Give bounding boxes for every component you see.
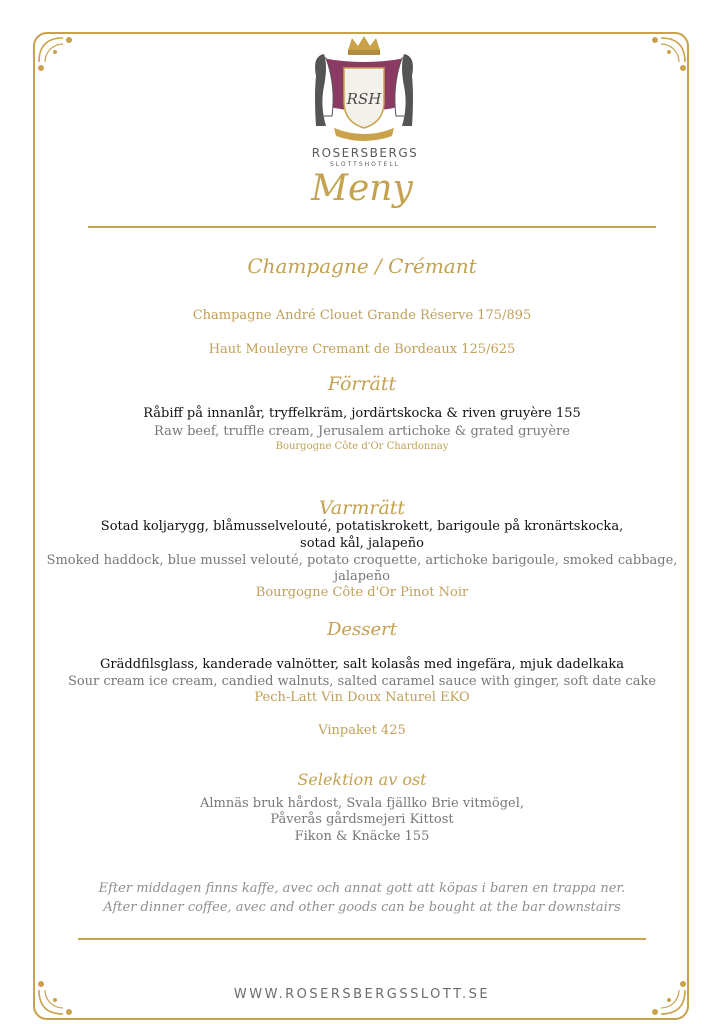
divider <box>88 226 656 228</box>
website-link[interactable]: WWW.ROSERSBERGSSLOTT.SE <box>233 987 491 1002</box>
section-heading-dessert: Dessert <box>326 619 398 640</box>
dish-varmratt-sv-line2: sotad kål, jalapeño <box>300 536 424 551</box>
dish-forratt-en: Raw beef, truffle cream, Jerusalem artichoke & grated gruyère <box>154 424 570 439</box>
cheese-line-1: Almnäs bruk hårdost, Svala fjällko Brie vitmögel, <box>199 796 525 811</box>
page-title: Meny <box>311 168 413 209</box>
dish-dessert-en: Sour cream ice cream, candied walnuts, salted caramel sauce with ginger, soft date cake <box>67 674 657 689</box>
wine-forratt: Bourgogne Côte d'Or Chardonnay <box>275 441 449 452</box>
section-heading-varmratt: Varmrätt <box>318 497 406 519</box>
brand-block <box>260 146 470 168</box>
brand-name: ROSERSBERGS <box>311 146 419 160</box>
section-heading-ost: Selektion av ost <box>297 770 427 789</box>
corner-ornament-icon <box>33 32 85 84</box>
dish-forratt-sv: Råbiff på innanlår, tryffelkräm, jordärtskocka & riven gruyère 155 <box>143 406 581 421</box>
wine-varmratt: Bourgogne Côte d'Or Pinot Noir <box>255 585 469 600</box>
section-heading-forratt: Förrätt <box>327 373 397 395</box>
cheese-line-2: Påverås gårdsmejeri Kittost <box>270 812 454 827</box>
corner-ornament-icon <box>639 32 691 84</box>
crest-logo-icon <box>312 36 416 146</box>
dish-varmratt-en-line1: Smoked haddock, blue mussel velouté, potato croquette, artichoke barigoule, smoked cabbage, <box>46 553 678 568</box>
dish-varmratt-en-line2: jalapeño <box>334 569 390 584</box>
menu-item-champagne-2: Haut Mouleyre Cremant de Bordeaux 125/625 <box>208 342 516 357</box>
brand-subtitle: SLOTTSHOTELL <box>329 161 401 168</box>
cheese-line-3: Fikon & Knäcke 155 <box>294 829 430 844</box>
divider <box>78 938 646 940</box>
note-en: After dinner coffee, avec and other goods can be bought at the bar downstairs <box>103 900 621 915</box>
section-heading-champagne: Champagne / Crémant <box>247 254 477 278</box>
dish-dessert-sv: Gräddfilsglass, kanderade valnötter, salt kolasås med ingefära, mjuk dadelkaka <box>100 657 624 672</box>
wine-dessert: Pech-Latt Vin Doux Naturel EKO <box>254 690 470 705</box>
monogram-text: RSH <box>346 90 382 108</box>
dish-varmratt-sv-line1: Sotad koljarygg, blåmusselvelouté, potatiskrokett, barigoule på kronärtskocka, <box>100 519 624 534</box>
menu-item-champagne-1: Champagne André Clouet Grande Réserve 175/895 <box>192 308 532 323</box>
note-sv: Efter middagen finns kaffe, avec och annat gott att köpas i baren en trappa ner. <box>98 881 626 896</box>
wine-package: Vinpaket 425 <box>318 723 406 738</box>
